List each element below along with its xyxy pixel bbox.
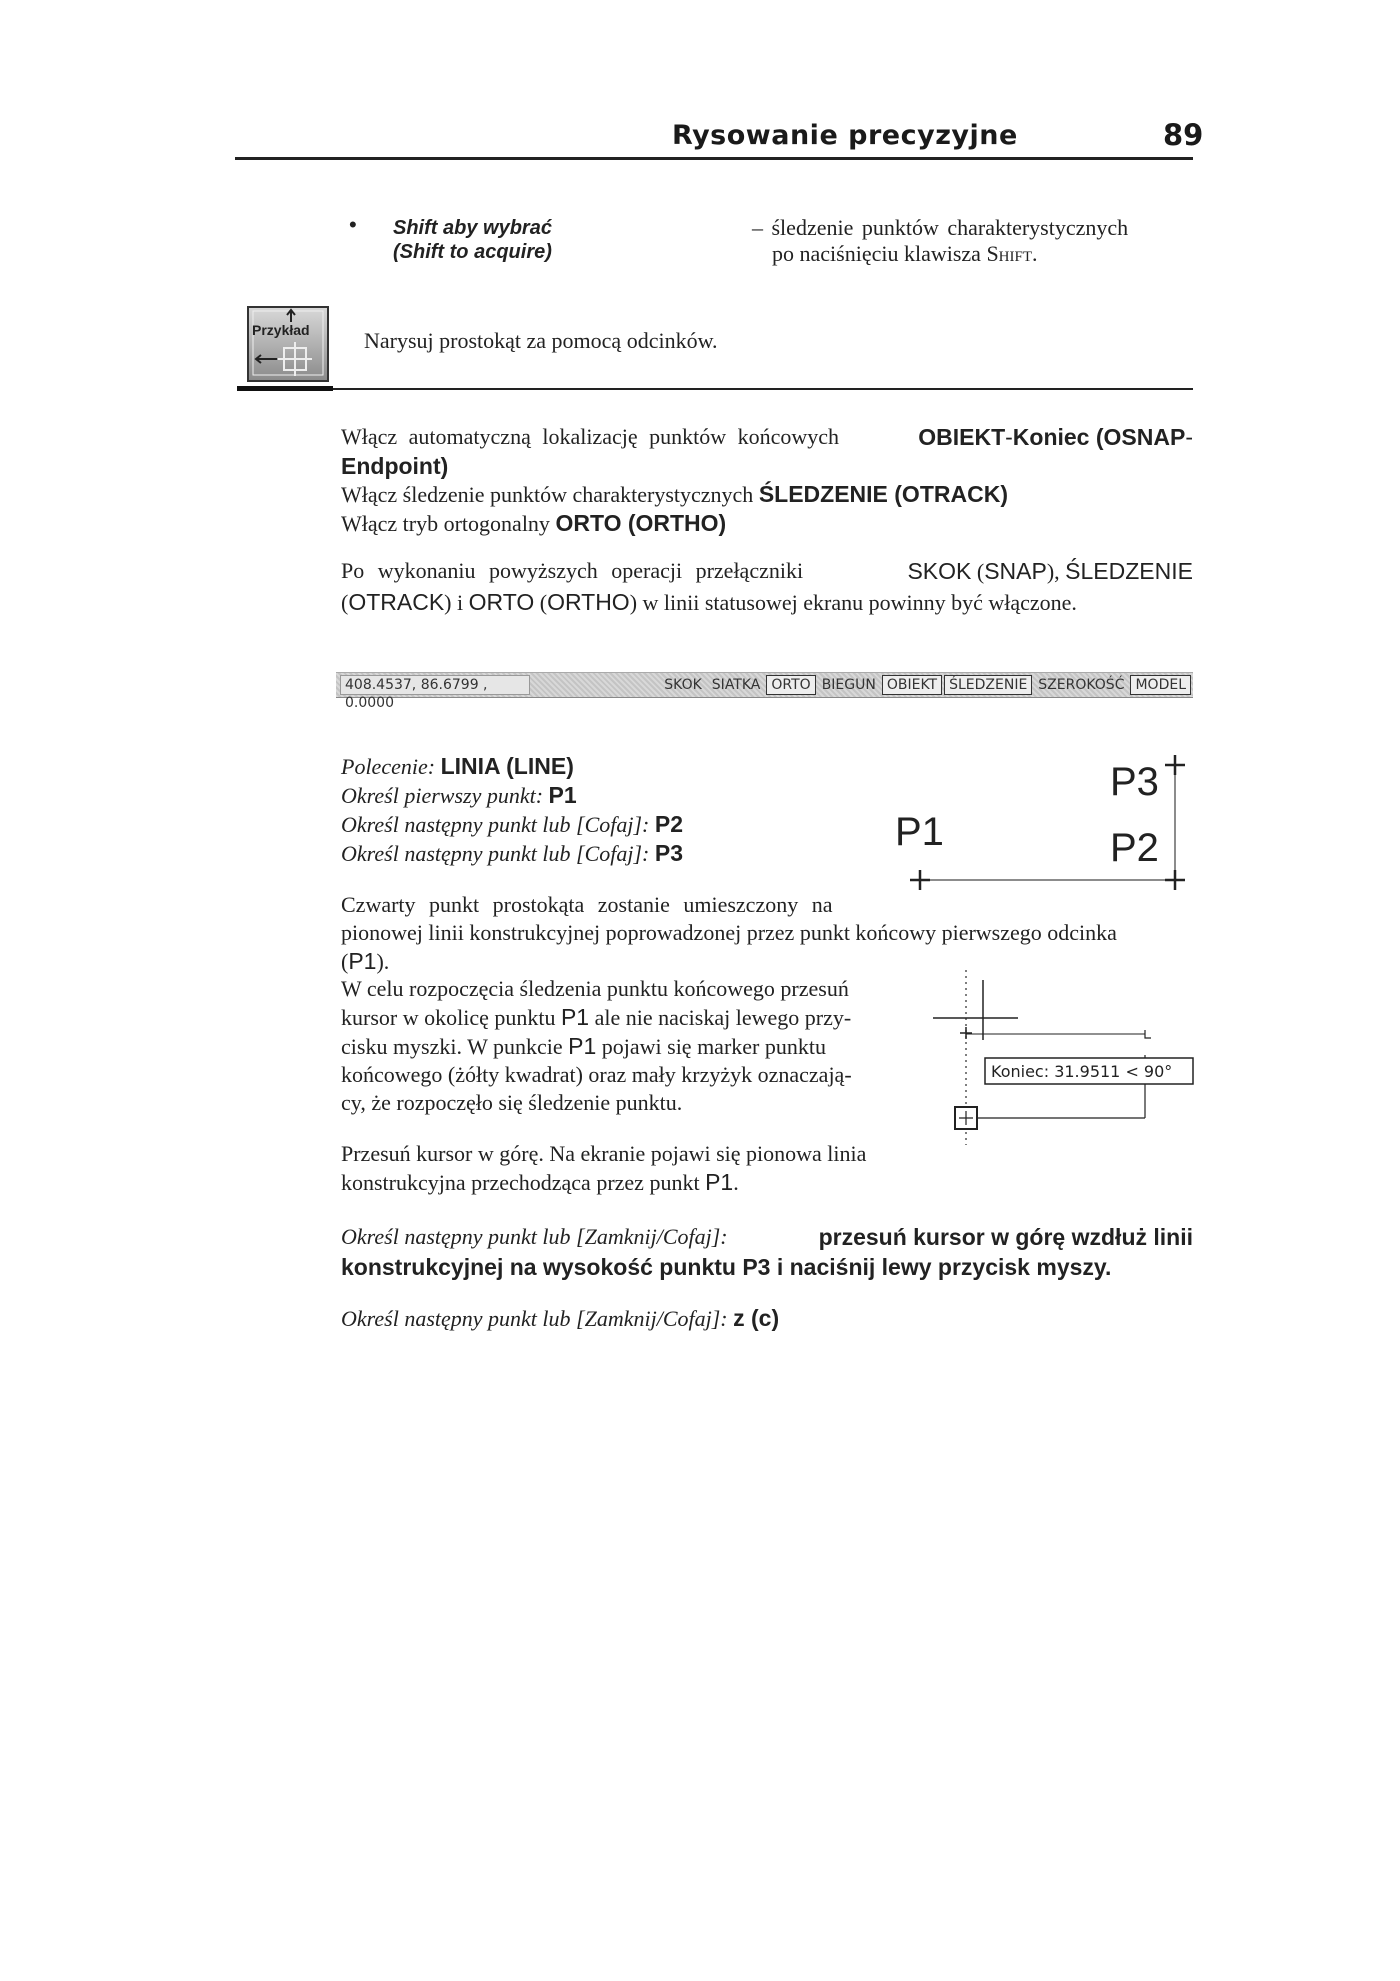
marker-p3-cross [1165,755,1185,775]
switches-line-2 [341,587,1193,618]
status-bar [336,672,1193,711]
move-l2-c: . [733,1170,739,1195]
header-rule [235,157,1193,160]
bullet-desc-line2 [752,241,1128,267]
step-1-cmd-dash: - [1005,424,1013,450]
step-1-command-cont: Endpoint) [341,453,449,479]
bullet-option [393,216,552,264]
command-prompt-2: Określ pierwszy punkt: [341,783,544,808]
step-1-prefix: Włącz automatyczną lokalizację punktów końcowych [341,424,840,449]
command-value-3: P2 [654,811,684,837]
switches-l1-e: ), [1046,559,1066,584]
command-prompt-1: Polecenie: [341,754,436,779]
command-line-4 [341,839,683,868]
next-command-2-prompt: Określ następny punkt lub [Zamknij/Cofaj]: [341,1306,728,1331]
switch-skok: SKOK [907,558,972,584]
step-1-cmd-a: OBIEKT [918,424,1006,450]
fourth-point-line-1 [341,891,877,919]
tracking-l2-p1: P1 [560,1004,590,1030]
command-sequence [341,752,683,868]
command-value-1: LINIA (LINE) [440,753,574,779]
next-command-1-value-l2: konstrukcyjnej na wysokość punktu P3 i naciśnij lewy przycisk myszy. [341,1254,1112,1280]
switches-l2-a: ( [341,590,349,615]
label-p3: P3 [1110,760,1159,804]
marker-p1-cross [910,870,930,890]
label-p1: P1 [895,810,944,854]
status-button-sledzenie[interactable]: ŚLEDZENIE [944,675,1032,695]
switches-l2-c: ) i [444,590,469,615]
fourth-point-l3-a: ( [341,949,349,974]
tooltip-text: Koniec: 31.9511 < 90° [991,1062,1173,1081]
step-1 [341,423,1193,452]
switches-l1-c: ( [971,559,985,584]
bullet-option-line2: (Shift to acquire) [393,241,552,263]
next-command-2-value-c: (c) [744,1305,780,1331]
step-3-prefix: Włącz tryb ortogonalny [341,511,556,536]
step-3 [341,509,1193,538]
example-icon-label: Przykład [252,322,310,338]
next-command-1 [341,1222,1193,1282]
status-button-orto[interactable]: ORTO [766,675,815,695]
tracking-line-4: końcowego (żółty kwadrat) oraz mały krzyżyk oznaczają- [341,1062,852,1087]
move-l2-p1: P1 [705,1169,734,1195]
fourth-point-line-2: pionowej linii konstrukcyjnej poprowadzonej przez punkt końcowy pierwszego odcinka [341,920,1117,945]
running-header-title: Rysowanie precyzyjne [672,120,1018,151]
status-button-szerokosc[interactable]: SZEROKOŚĆ [1038,677,1125,693]
next-command-1-value-l1: przesuń kursor w górę wzdłuż linii [818,1224,1193,1250]
command-line-2 [341,781,683,810]
command-prompt-4: Określ następny punkt lub [Cofaj]: [341,841,650,866]
example-rule-thick [237,386,333,391]
fourth-point-l1-text: Czwarty punkt prostokąta zostanie umieszczony na [341,892,833,917]
bullet-desc-line2-prefix: po naciśnięciu klawisza [772,241,987,266]
command-value-4: P3 [654,840,684,866]
steps-block [341,423,1193,538]
tracking-l3-c: pojawi się marker punktu [596,1034,826,1059]
example-rule-thin [333,388,1193,390]
fourth-point-paragraph [341,891,1193,976]
marker-p2-cross [1165,870,1185,890]
tracking-l2-a: kursor w okolicę punktu [341,1005,561,1030]
switch-sledzenie: ŚLEDZENIE [1065,558,1193,584]
step-2 [341,480,1193,509]
fourth-point-l3-p1: P1 [348,948,377,974]
tracking-cross [960,1027,972,1039]
switches-line-1 [341,556,1193,587]
page-number: 89 [1163,118,1204,152]
example-text: Narysuj prostokąt za pomocą odcinków. [364,328,718,353]
tracking-line-5: cy, że rozpoczęło się śledzenie punktu. [341,1090,683,1115]
switch-ortho: ORTHO [547,589,630,615]
bullet-option-line1: Shift aby wybrać [393,217,552,239]
move-line-2 [341,1168,921,1197]
tracking-l2-c: ale nie naciskaj lewego przy- [589,1005,852,1030]
switch-snap: SNAP [984,558,1047,584]
tracking-line-3 [341,1032,921,1061]
tracking-l3-p1: P1 [568,1033,597,1059]
switches-l2-e: ( [534,590,548,615]
tracking-diagram [933,970,1195,1150]
status-button-obiekt[interactable]: OBIEKT [882,675,942,695]
tracking-paragraph [341,975,921,1117]
move-line-1: Przesuń kursor w górę. Na ekranie pojawi się pionowa linia [341,1141,867,1166]
switches-l1-a: Po wykonaniu powyższych operacji przełączniki [341,558,804,583]
command-prompt-3: Określ następny punkt lub [Cofaj]: [341,812,650,837]
coordinates-readout: 408.4537, 86.6799 , 0.0000 [340,675,530,695]
tracking-l3-a: cisku myszki. W punkcie [341,1034,569,1059]
bullet-symbol: • [349,212,357,237]
switches-l1-tail [907,556,1193,587]
step-3-command: ORTO (ORTHO) [555,510,727,536]
status-button-siatka[interactable]: SIATKA [711,677,761,693]
step-2-prefix: Włącz śledzenie punktów charakterystycznych [341,482,759,507]
bullet-desc-line2-suffix: . [1032,241,1038,266]
shift-key-label: Shift [986,241,1033,266]
tracking-line-2 [341,1003,921,1032]
switches-l2-g: ) w linii statusowej ekranu powinny być włączone. [629,590,1077,615]
status-button-skok[interactable]: SKOK [664,677,702,693]
bullet-desc-line1: – śledzenie punktów charakterystycznych [752,215,1129,240]
next-command-1-prompt: Określ następny punkt lub [Zamknij/Cofaj]: [341,1224,728,1249]
tracking-line-1: W celu rozpoczęcia śledzenia punktu końcowego przesuń [341,976,849,1001]
switch-otrack: OTRACK [348,589,445,615]
points-diagram [880,745,1200,895]
next-command-1-line-1 [341,1222,1193,1252]
example-icon [247,306,329,382]
command-line-3 [341,810,683,839]
step-2-command: ŚLEDZENIE (OTRACK) [758,481,1008,507]
move-l2-a: konstrukcyjna przechodząca przez punkt [341,1170,706,1195]
move-paragraph [341,1140,921,1197]
switch-orto: ORTO [468,589,535,615]
bullet-description [752,215,1128,267]
next-command-2-value-z: z [733,1305,745,1331]
fourth-point-l3-c: ). [376,949,390,974]
switches-paragraph [341,556,1193,618]
step-1-command [918,423,1193,452]
status-button-biegun[interactable]: BIEGUN [821,677,876,693]
status-button-model[interactable]: MODEL [1130,675,1191,695]
command-line-1 [341,752,683,781]
next-command-2 [341,1303,779,1334]
step-1-cmd-b: Koniec (OSNAP [1012,424,1186,450]
step-1-cmd-dash2: - [1185,424,1193,450]
extension-mark [1145,1030,1151,1038]
label-p2: P2 [1110,826,1159,870]
command-value-2: P1 [548,782,577,808]
